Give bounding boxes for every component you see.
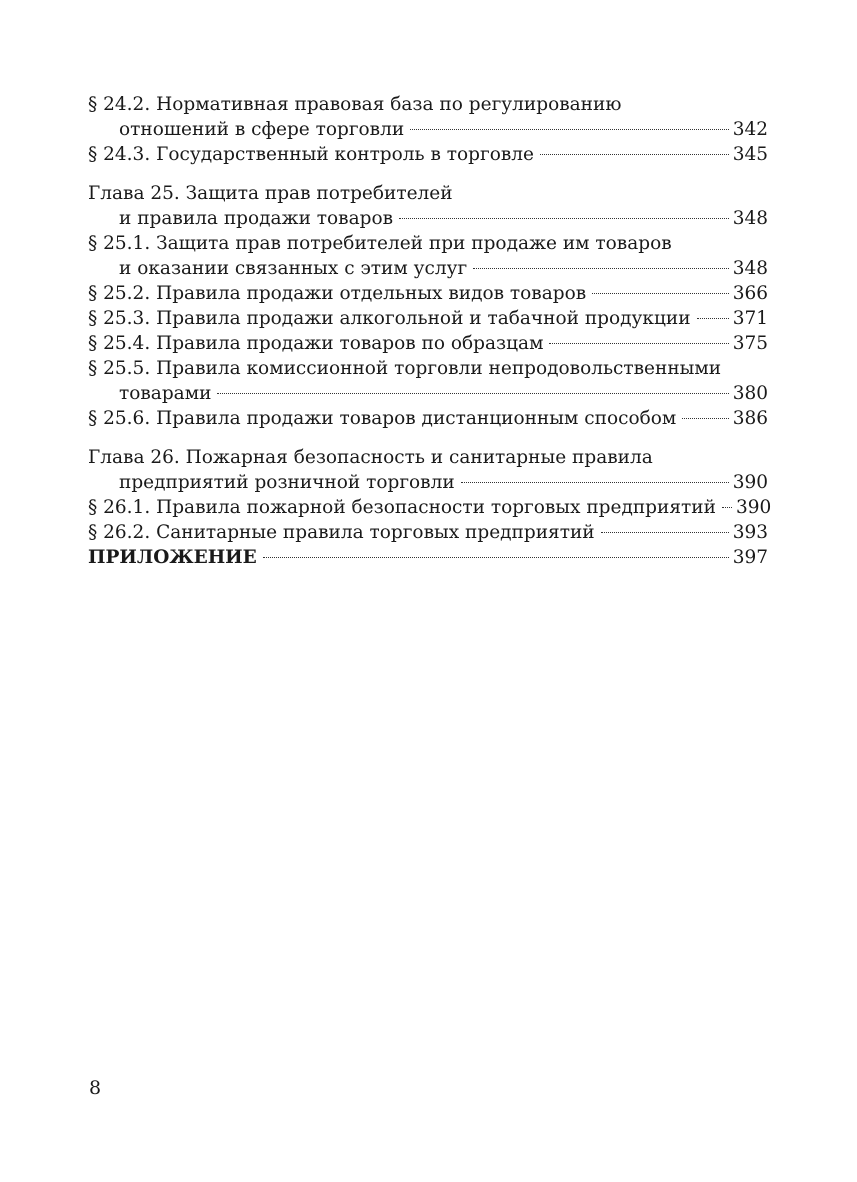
dot-leader	[592, 293, 729, 294]
page-number: 342	[732, 119, 768, 140]
toc-entry-appendix	[88, 545, 768, 570]
page-number: 371	[732, 308, 768, 329]
page-number: 390	[735, 497, 772, 518]
toc-entry-last-line	[88, 117, 768, 142]
toc-entry-title: § 25.6. Правила продажи товаров дистанционным способом	[88, 408, 677, 429]
dot-leader	[697, 318, 729, 319]
toc-entry-last-line	[88, 206, 768, 231]
dot-leader	[217, 393, 728, 394]
toc-entry-title-line	[88, 181, 768, 206]
dot-leader	[399, 218, 729, 219]
page-number: 393	[732, 522, 768, 543]
toc-entry-26-1	[88, 495, 772, 520]
dot-leader	[549, 343, 728, 344]
page-number: 345	[732, 144, 768, 165]
toc-entry-24-2	[88, 92, 768, 142]
toc-entry-last-line	[88, 470, 768, 495]
page-number: 390	[732, 472, 768, 493]
chapter-title-cont: предприятий розничной торговли	[119, 472, 455, 493]
dot-leader	[540, 154, 729, 155]
toc-entry-title: § 24.2. Нормативная правовая база по регулированию	[88, 94, 622, 115]
chapter-title: Глава 25. Защита прав потребителей	[88, 183, 453, 204]
section-gap	[88, 431, 768, 445]
toc-entry-title-line	[88, 92, 768, 117]
dot-leader	[410, 129, 729, 130]
toc-entry-last-line	[88, 256, 768, 281]
page-number: 366	[732, 283, 768, 304]
page-number: 380	[732, 383, 768, 404]
toc-entry-title: § 25.3. Правила продажи алкогольной и табачной продукции	[88, 308, 691, 329]
appendix-title: ПРИЛОЖЕНИЕ	[88, 547, 257, 568]
toc-entry-title: § 25.2. Правила продажи отдельных видов товаров	[88, 283, 587, 304]
dot-leader	[263, 557, 729, 558]
toc-entry-title: § 24.3. Государственный контроль в торговле	[88, 144, 534, 165]
toc-entry-25-6	[88, 406, 768, 431]
toc-entry-last-line	[88, 381, 768, 406]
toc-entry-25-5	[88, 356, 768, 406]
chapter-title: Глава 26. Пожарная безопасность и санитарные правила	[88, 447, 653, 468]
table-of-contents	[88, 92, 772, 570]
toc-entry-25-4	[88, 331, 768, 356]
page-number: 348	[732, 258, 768, 279]
toc-chapter-25	[88, 181, 768, 231]
toc-entry-title-cont: товарами	[119, 383, 212, 404]
chapter-title-cont: и правила продажи товаров	[119, 208, 393, 229]
toc-entry-title: § 25.4. Правила продажи товаров по образцам	[88, 333, 544, 354]
page-number: 386	[732, 408, 768, 429]
toc-entry-title-cont: отношений в сфере торговли	[119, 119, 405, 140]
toc-entry-title-line	[88, 356, 768, 381]
dot-leader	[601, 532, 729, 533]
toc-entry-25-2	[88, 281, 768, 306]
toc-chapter-26	[88, 445, 768, 495]
toc-entry-25-3	[88, 306, 768, 331]
dot-leader	[461, 482, 729, 483]
toc-entry-title-line	[88, 445, 768, 470]
toc-entry-title-line	[88, 231, 768, 256]
page-number: 375	[732, 333, 768, 354]
section-gap	[88, 167, 768, 181]
dot-leader	[722, 507, 732, 508]
dot-leader	[682, 418, 728, 419]
page-folio: 8	[89, 1077, 102, 1099]
page-number: 348	[732, 208, 768, 229]
toc-entry-24-3	[88, 142, 768, 167]
dot-leader	[473, 268, 728, 269]
toc-entry-title: § 25.5. Правила комиссионной торговли непродовольственными	[88, 358, 722, 379]
toc-entry-title-cont: и оказании связанных с этим услуг	[119, 258, 468, 279]
toc-entry-title: § 25.1. Защита прав потребителей при продаже им товаров	[88, 233, 672, 254]
toc-entry-title: § 26.1. Правила пожарной безопасности торговых предприятий	[88, 497, 716, 518]
page-number: 397	[732, 547, 768, 568]
toc-entry-25-1	[88, 231, 768, 281]
toc-entry-26-2	[88, 520, 768, 545]
toc-entry-title: § 26.2. Санитарные правила торговых предприятий	[88, 522, 595, 543]
